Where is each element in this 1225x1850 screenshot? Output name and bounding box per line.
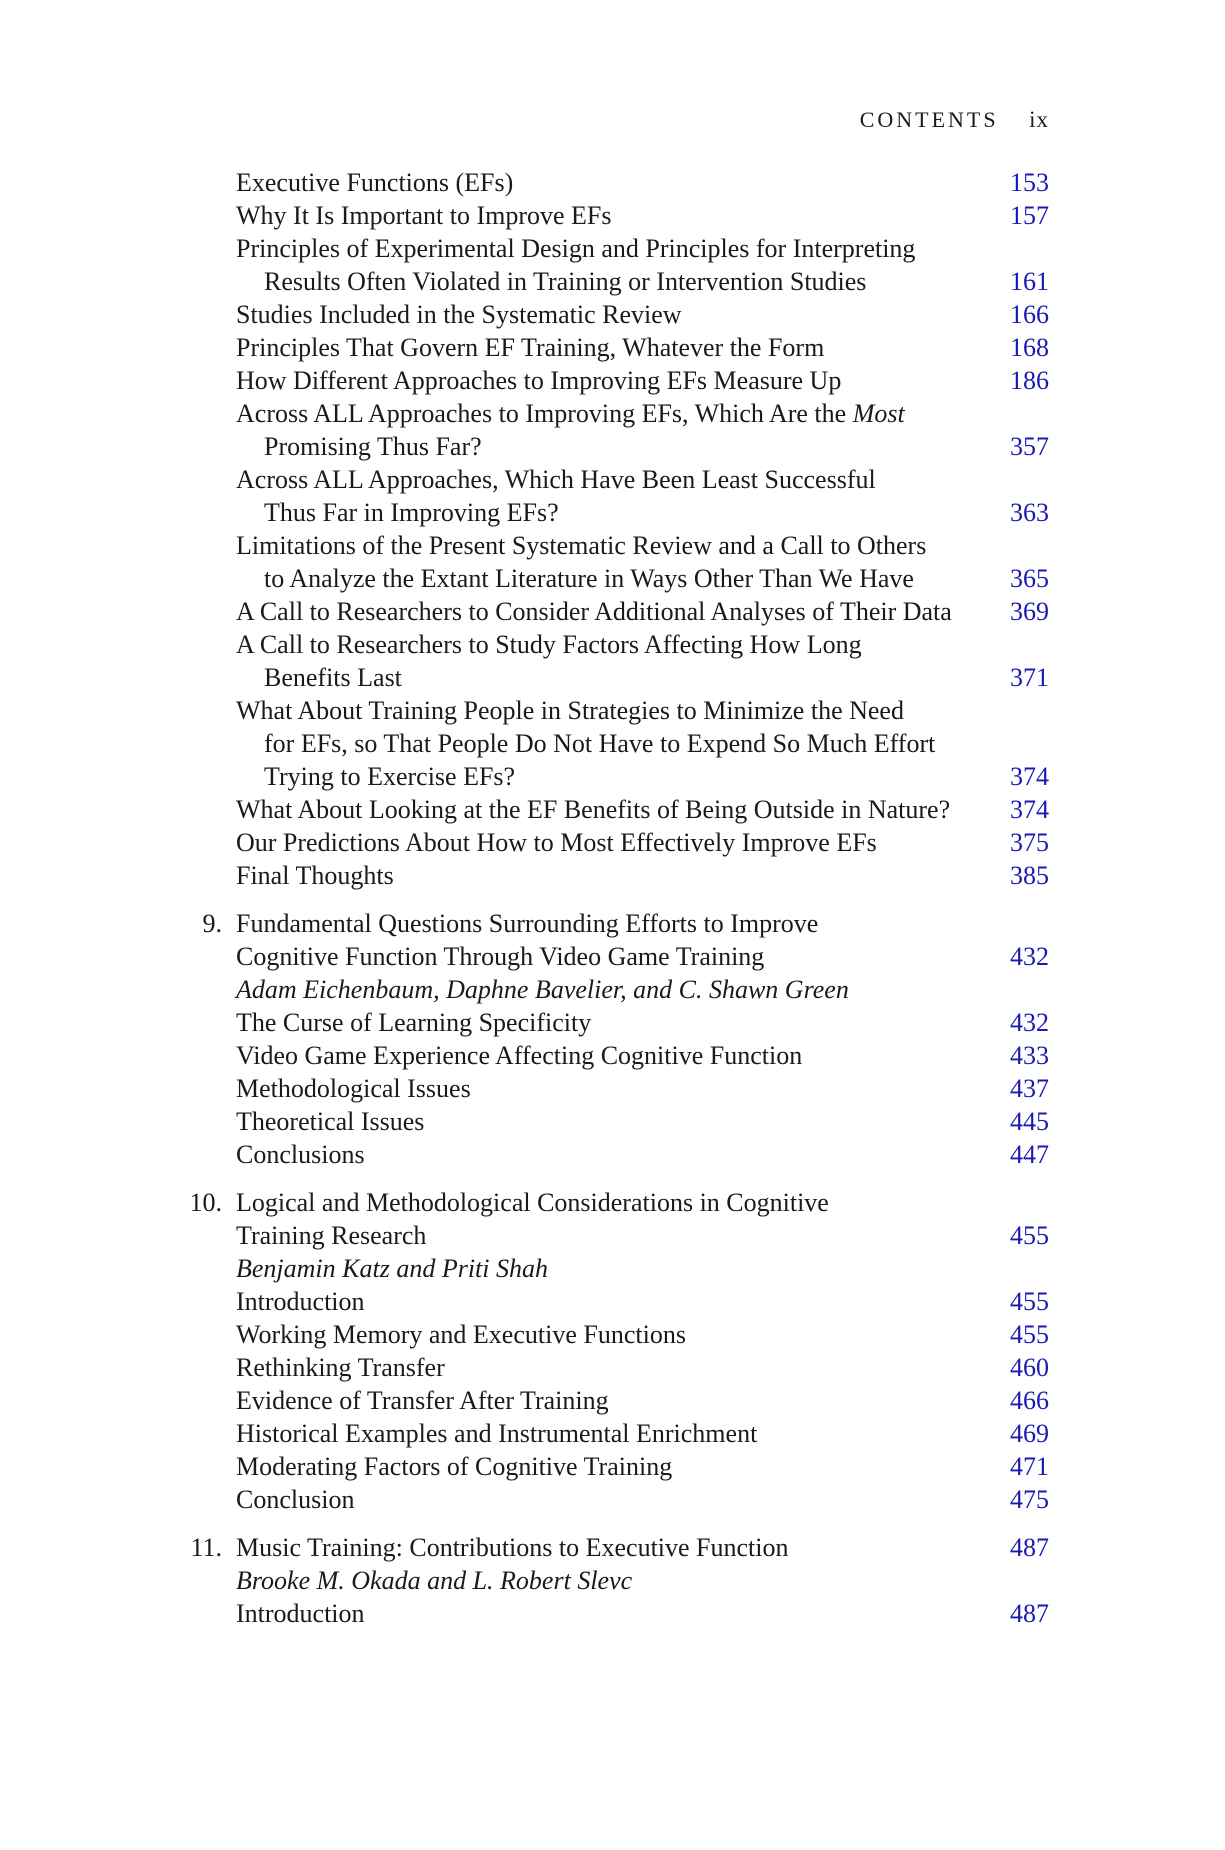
toc-page-link[interactable]: 385	[1010, 861, 1049, 890]
toc-page-link[interactable]: 471	[1010, 1452, 1049, 1481]
toc-entry-continuation[interactable]: Trying to Exercise EFs? 374	[264, 762, 1049, 791]
toc-page-link[interactable]: 433	[1010, 1041, 1049, 1070]
toc-page-link[interactable]: 153	[1010, 168, 1049, 197]
toc-page-link[interactable]: 437	[1010, 1074, 1049, 1103]
toc-page-link[interactable]: 455	[1010, 1320, 1049, 1349]
toc-entry-continuation[interactable]: Thus Far in Improving EFs? 363	[264, 498, 1049, 527]
chapter-9-title[interactable]: 9. Fundamental Questions Surrounding Efforts to Improve	[202, 909, 819, 938]
toc-entry[interactable]: Historical Examples and Instrumental Enrichment 469	[236, 1419, 1049, 1448]
toc-entry[interactable]: What About Training People in Strategies to Minimize the Need	[236, 696, 904, 725]
toc-page-link[interactable]: 186	[1010, 366, 1049, 395]
toc-entry[interactable]: Principles That Govern EF Training, Whatever the Form 168	[236, 333, 1049, 362]
toc-entry[interactable]: Evidence of Transfer After Training 466	[236, 1386, 1049, 1415]
toc-entry[interactable]: Conclusion 475	[236, 1485, 1049, 1514]
toc-entry[interactable]: Conclusions 447	[236, 1140, 1049, 1169]
toc-entry[interactable]: Studies Included in the Systematic Review 166	[236, 300, 1049, 329]
toc-page-link[interactable]: 466	[1010, 1386, 1049, 1415]
toc-page-link[interactable]: 455	[1010, 1287, 1049, 1316]
chapter-authors: Adam Eichenbaum, Daphne Bavelier, and C. Shawn Green	[236, 975, 849, 1004]
chapter-number: 10.	[189, 1188, 222, 1217]
toc-page-link[interactable]: 157	[1010, 201, 1049, 230]
toc-page-link[interactable]: 365	[1010, 564, 1049, 593]
toc-entry[interactable]: Video Game Experience Affecting Cognitive Function 433	[236, 1041, 1049, 1070]
toc-entry[interactable]: Limitations of the Present Systematic Review and a Call to Others	[236, 531, 927, 560]
toc-entry[interactable]: Rethinking Transfer 460	[236, 1353, 1049, 1382]
toc-page-link[interactable]: 374	[1010, 762, 1049, 791]
toc-entry[interactable]: Working Memory and Executive Functions 455	[236, 1320, 1049, 1349]
toc-entry[interactable]: Executive Functions (EFs) 153	[236, 168, 1049, 197]
toc-page-link[interactable]: 374	[1010, 795, 1049, 824]
toc-page-link[interactable]: 460	[1010, 1353, 1049, 1382]
toc-entry-continuation[interactable]: Results Often Violated in Training or Intervention Studies 161	[264, 267, 1049, 296]
chapter-9-title-cont[interactable]: Cognitive Function Through Video Game Training 432	[236, 942, 1049, 971]
table-of-contents	[0, 166, 1225, 1630]
chapter-10-title[interactable]: 10. Logical and Methodological Considerations in Cognitive	[189, 1188, 829, 1217]
toc-page-link[interactable]: 475	[1010, 1485, 1049, 1514]
toc-page-link[interactable]: 161	[1010, 267, 1049, 296]
toc-page-link[interactable]: 168	[1010, 333, 1049, 362]
toc-entry[interactable]: Introduction 455	[236, 1287, 1049, 1316]
toc-entry[interactable]: Across ALL Approaches to Improving EFs, Which Are the Most	[236, 399, 905, 428]
toc-page-link[interactable]: 363	[1010, 498, 1049, 527]
toc-page-link[interactable]: 166	[1010, 300, 1049, 329]
toc-entry[interactable]: A Call to Researchers to Study Factors Affecting How Long	[236, 630, 862, 659]
toc-page-link[interactable]: 375	[1010, 828, 1049, 857]
toc-page-link[interactable]: 455	[1010, 1221, 1049, 1250]
toc-entry[interactable]: What About Looking at the EF Benefits of Being Outside in Nature? 374	[236, 795, 1049, 824]
toc-page-link[interactable]: 371	[1010, 663, 1049, 692]
toc-entry[interactable]: Theoretical Issues 445	[236, 1107, 1049, 1136]
toc-page-link[interactable]: 487	[1010, 1599, 1049, 1628]
toc-entry-continuation[interactable]: Benefits Last 371	[264, 663, 1049, 692]
toc-entry[interactable]: Across ALL Approaches, Which Have Been Least Successful	[236, 465, 876, 494]
toc-page-link[interactable]: 432	[1010, 942, 1049, 971]
toc-entry-continuation[interactable]: to Analyze the Extant Literature in Ways Other Than We Have 365	[264, 564, 1049, 593]
spacer	[0, 892, 1225, 907]
page-number: ix	[1029, 107, 1049, 132]
spacer	[0, 1516, 1225, 1531]
toc-entry[interactable]: How Different Approaches to Improving EFs Measure Up 186	[236, 366, 1049, 395]
spacer	[0, 1171, 1225, 1186]
chapter-11-title[interactable]: 11. Music Training: Contributions to Executive Function 487	[190, 1533, 1049, 1562]
toc-page-link[interactable]: 445	[1010, 1107, 1049, 1136]
toc-page-link[interactable]: 487	[1010, 1533, 1049, 1562]
toc-page-link[interactable]: 469	[1010, 1419, 1049, 1448]
chapter-10-title-cont[interactable]: Training Research 455	[236, 1221, 1049, 1250]
toc-page-link[interactable]: 357	[1010, 432, 1049, 461]
toc-entry[interactable]: Final Thoughts 385	[236, 861, 1049, 890]
toc-entry[interactable]: A Call to Researchers to Consider Additional Analyses of Their Data 369	[236, 597, 1049, 626]
chapter-authors: Benjamin Katz and Priti Shah	[236, 1254, 548, 1283]
running-header	[860, 106, 1049, 134]
toc-entry[interactable]: Why It Is Important to Improve EFs 157	[236, 201, 1049, 230]
toc-entry[interactable]: Moderating Factors of Cognitive Training 471	[236, 1452, 1049, 1481]
toc-entry[interactable]: The Curse of Learning Specificity 432	[236, 1008, 1049, 1037]
toc-page-link[interactable]: 369	[1010, 597, 1049, 626]
toc-entry-continuation[interactable]: for EFs, so That People Do Not Have to Expend So Much Effort	[264, 729, 936, 758]
toc-entry[interactable]: Introduction 487	[236, 1599, 1049, 1628]
running-header-title: CONTENTS	[859, 107, 999, 132]
toc-page-link[interactable]: 432	[1010, 1008, 1049, 1037]
toc-entry-continuation[interactable]: Promising Thus Far? 357	[264, 432, 1049, 461]
toc-entry[interactable]: Our Predictions About How to Most Effectively Improve EFs 375	[236, 828, 1049, 857]
chapter-number: 11.	[190, 1533, 222, 1562]
toc-entry[interactable]: Methodological Issues 437	[236, 1074, 1049, 1103]
chapter-authors: Brooke M. Okada and L. Robert Slevc	[236, 1566, 633, 1595]
toc-entry[interactable]: Principles of Experimental Design and Principles for Interpreting	[236, 234, 916, 263]
chapter-number: 9.	[202, 909, 222, 938]
toc-page-link[interactable]: 447	[1010, 1140, 1049, 1169]
